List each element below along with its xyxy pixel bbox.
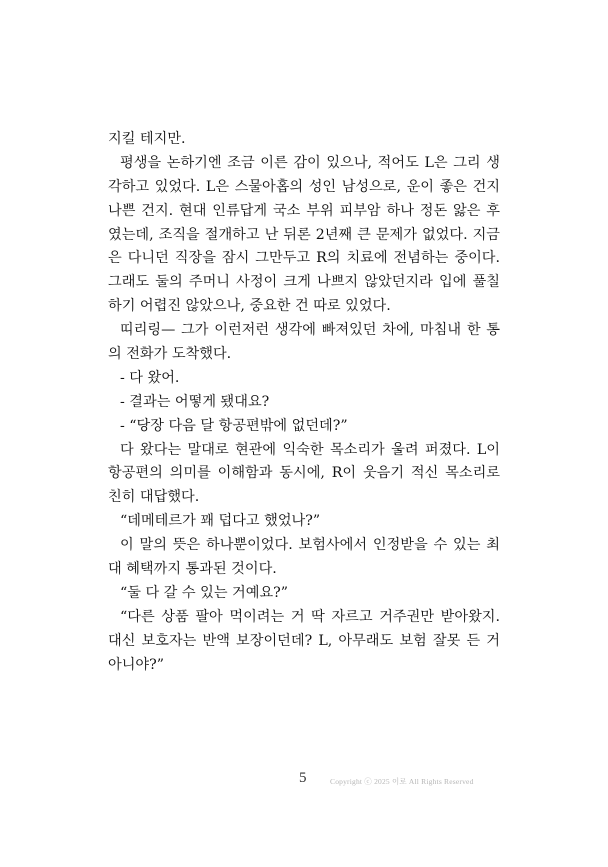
text-line: 친히 대답했다. [108, 489, 200, 506]
page-number: 5 [299, 770, 307, 786]
text-line: 나쁜 건지. 현대 인류답게 국소 부위 피부암 하나 정돈 앓은 후 [108, 202, 500, 219]
text-line: 하기 어렵진 않았으나, 중요한 건 따로 있었다. [108, 298, 391, 315]
text-line: 의 전화가 도착했다. [108, 346, 232, 363]
text-line: 아니야?” [108, 656, 164, 673]
text-line: 각하고 있었다. L은 스물아홉의 성인 남성으로, 운이 좋은 건지 [108, 178, 500, 195]
body-text [108, 128, 500, 677]
text-line: “둘 다 갈 수 있는 거예요?” [120, 584, 289, 601]
text-line: - 다 왔어. [120, 369, 180, 386]
text-line: 다 왔다는 말대로 현관에 익숙한 목소리가 울려 퍼졌다. L이 [120, 441, 500, 458]
text-line: 띠리링— 그가 이런저런 생각에 빠져있던 차에, 마침내 한 통 [120, 322, 500, 339]
text-line: - “당장 다음 달 항공편밖에 없던데?” [120, 417, 348, 434]
text-line: 이 말의 뜻은 하나뿐이었다. 보험사에서 인정받을 수 있는 최 [120, 537, 500, 554]
text-line: 대신 보호자는 반액 보장이던데? L, 아무래도 보험 잘못 든 거 [108, 632, 500, 649]
text-line: “다른 상품 팔아 먹이려는 거 딱 자르고 거주권만 받아왔지. [120, 608, 500, 625]
text-line: 평생을 논하기엔 조금 이른 감이 있으나, 적어도 L은 그리 생 [120, 154, 500, 171]
text-line: 은 다니던 직장을 잠시 그만두고 R의 치료에 전념하는 중이다. [108, 250, 500, 267]
text-line: “데메테르가 꽤 덥다고 했었나?” [120, 513, 321, 530]
text-line: 지킬 테지만. [108, 131, 186, 147]
text-line: 그래도 둘의 주머니 사정이 크게 나쁘지 않았던지라 입에 풀칠 [108, 274, 500, 291]
copyright-notice: Copyright ⓒ 2025 이로 All Rights Reserved [330, 777, 474, 786]
page-footer [0, 770, 608, 794]
text-line: 항공편의 의미를 이해함과 동시에, R이 웃음기 적신 목소리로 [108, 465, 500, 482]
text-line: 였는데, 조직을 절개하고 난 뒤론 2년째 큰 문제가 없었다. 지금 [108, 226, 500, 243]
text-line: 대 혜택까지 통과된 것이다. [108, 561, 277, 578]
text-line: - 결과는 어떻게 됐대요? [120, 393, 270, 410]
